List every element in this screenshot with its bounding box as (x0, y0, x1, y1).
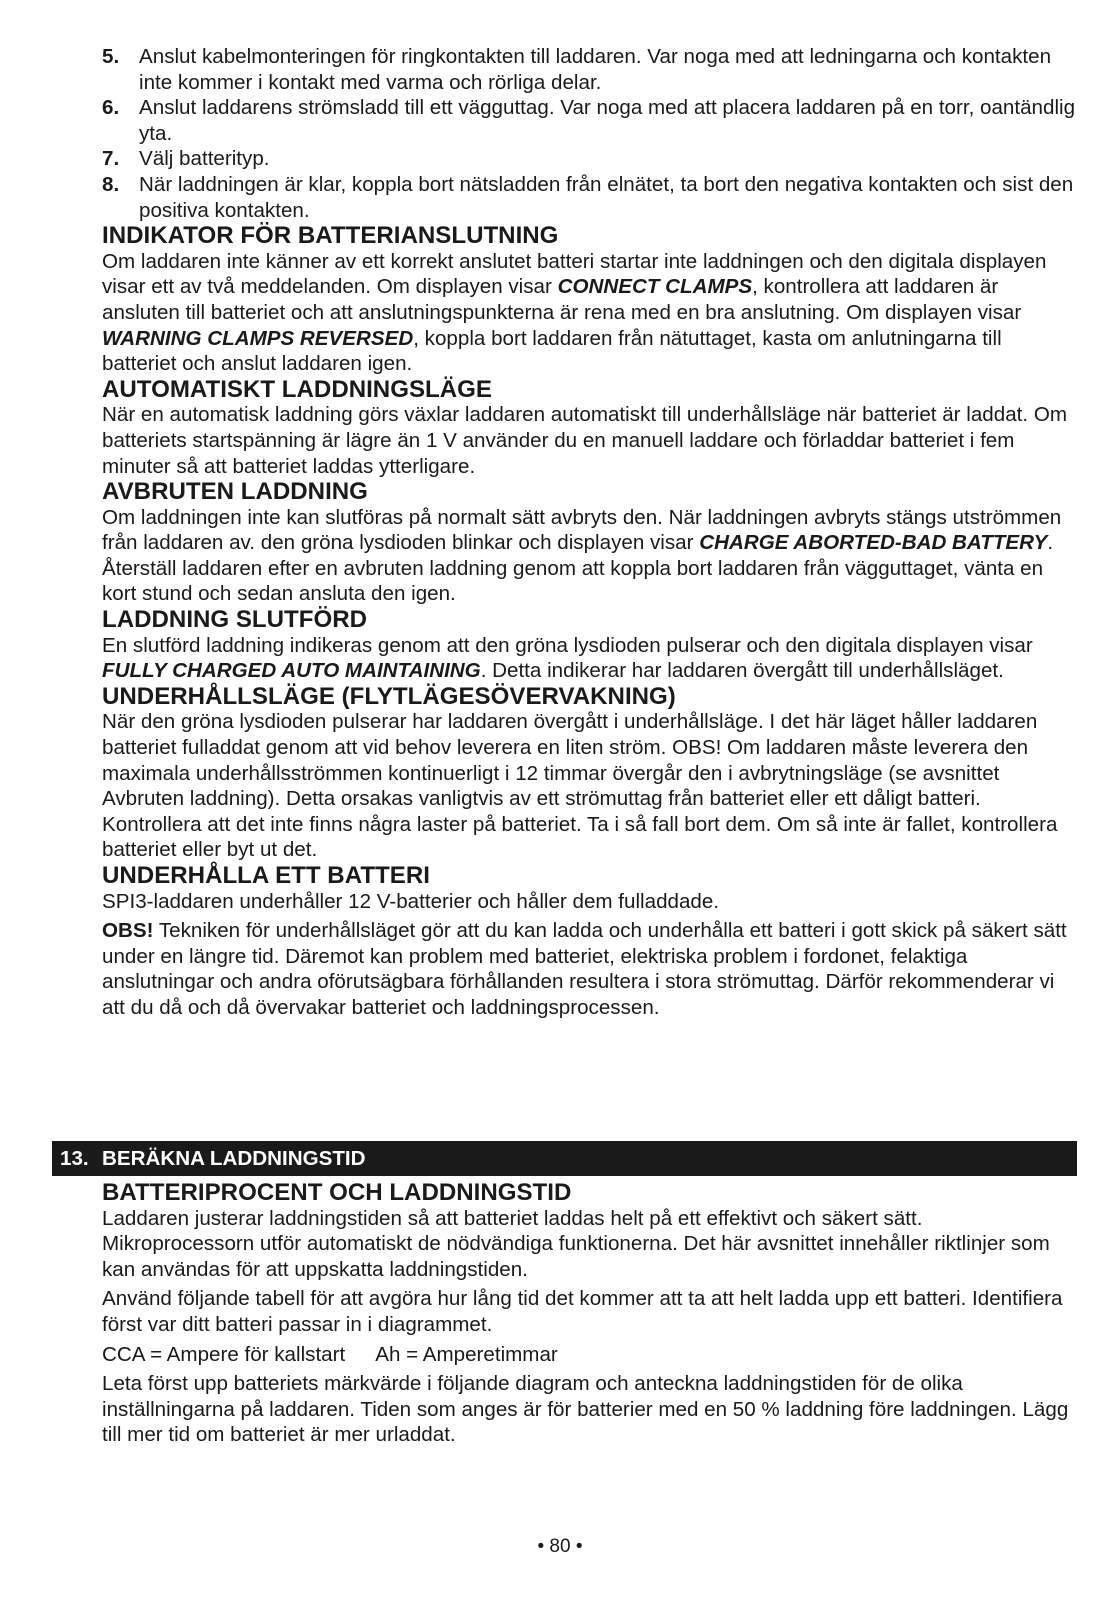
batteriprocent-paragraph-2: Använd följande tabell för att avgöra hur lång tid det kommer att ta att helt ladda upp ett batteri. Identifiera först var ditt batteri passar in i diagrammet. (102, 1287, 1063, 1336)
step-number: 8. (102, 172, 120, 196)
automatiskt-paragraph: När en automatisk laddning görs växlar laddaren automatiskt till underhållsläge när batteriet är laddat. Om batteriets startspänning är lägre än 1 V använder du en manuell laddare och förladdar batteriet i fem minuter så att batteriet laddas ytterligare. (102, 403, 1067, 478)
indikator-text-2: , kontrollera att laddaren är ansluten till batteriet och att anslutningspunkterna är rena med en bra anslutning. Om displayen visar (102, 275, 1022, 324)
display-message-connect-clamps: CONNECT CLAMPS (557, 275, 753, 299)
slutford-text-2: . Detta indikerar har laddaren övergått till underhållsläget. (480, 659, 1004, 683)
avbruten-text-1: Om laddningen inte kan slutföras på normalt sätt avbryts den. När laddningen avbryts stängs utströmmen från laddaren av. den gröna lysdioden blinkar och displayen visar (102, 505, 1062, 555)
avbruten-heading: AVBRUTEN LADDNING (102, 478, 368, 506)
avbruten-paragraph (102, 505, 1077, 607)
avbruten-text-2: . Återställ laddaren efter en avbruten laddning genom att koppla bort laddaren från vägguttaget, vänta en kort stund och sedan ansluta den igen. (102, 531, 1054, 606)
obs-label: OBS! (102, 919, 154, 943)
slutford-heading: LADDNING SLUTFÖRD (102, 606, 368, 634)
indikator-text-1: Om laddaren inte känner av ett korrekt anslutet batteri startar inte laddningen och den digitala displayen visar ett av två meddelanden. Om displayen visar (102, 249, 1047, 299)
obs-paragraph (102, 918, 1077, 1020)
abbreviation-legend (102, 1342, 1077, 1368)
step-number: 7. (102, 147, 120, 171)
section-title: BERÄKNA LADDNINGSTID (102, 1147, 366, 1170)
underhallslage-paragraph: När den gröna lysdioden pulserar har laddaren övergått i underhållsläge. I det här läget håller laddaren batteriet fulladdat genom att vid behov leverera en liten ström. OBS! Om laddaren måste leverera den maximala underhållsströmmen kontinuerligt i 12 timmar övergår den i avbrytningsläge (se avsnittet Avbruten laddning). Detta orsakas vanligtvis av ett strömuttag från batteriet eller ett dåligt batteri. Kontrollera att det inte finns några laster på batteriet. Ta i så fall bort dem. Om så inte är fallet, kontrollera batteriet eller byt ut det. (102, 710, 1058, 862)
obs-text: Tekniken för underhållsläget gör att du kan ladda och underhålla ett batteri i gott skick på säkert sätt under en längre tid. Däremot kan problem med batteriet, elektriska problem i fordonet, felaktiga anslutningar och andra oförutsägbara förhållanden resultera i stora strömuttag. Därför rekommenderar vi att du då och då övervakar batteriet och laddningsprocessen. (102, 919, 1067, 1019)
step-item (102, 95, 1077, 146)
batteriprocent-paragraph-3: Leta först upp batteriets märkvärde i följande diagram och anteckna laddningstiden för de olika inställningarna på laddaren. Tiden som anges är för batterier med en 50 % laddning före laddningen. Lägg till mer tid om batteriet är mer urladdat. (102, 1372, 1069, 1447)
step-number: 6. (102, 96, 120, 120)
page-number: • 80 • (537, 1536, 583, 1557)
step-text: Anslut kabelmonteringen för ringkontakten till laddaren. Var noga med att ledningarna och kontakten inte kommer i kontakt med varma och rörliga delar. (139, 45, 1052, 94)
ah-definition: Ah = Amperetimmar (375, 1342, 558, 1366)
batteriprocent-heading: BATTERIPROCENT OCH LADDNINGSTID (102, 1179, 572, 1206)
underhalla-paragraph: SPI3-laddaren underhåller 12 V-batterier och håller dem fulladdade. (102, 889, 720, 913)
display-message-charge-aborted: CHARGE ABORTED-BAD BATTERY (699, 531, 1048, 555)
step-list (102, 44, 1077, 223)
indikator-heading: INDIKATOR FÖR BATTERIANSLUTNING (102, 222, 559, 250)
slutford-paragraph (102, 633, 1077, 684)
section-13-header (52, 1141, 1077, 1176)
step-item (102, 146, 1077, 172)
step-item (102, 44, 1077, 95)
section-number: 13. (60, 1147, 89, 1170)
indikator-text-3: , koppla bort laddaren från nätuttaget, kasta om anlutningarna till batteriet och anslut laddaren igen. (102, 326, 1002, 376)
step-number: 5. (102, 45, 120, 68)
display-message-fully-charged: FULLY CHARGED AUTO MAINTAINING (102, 659, 481, 683)
step-text: När laddningen är klar, koppla bort nätsladden från elnätet, ta bort den negativa kontakten och sist den positiva kontakten. (139, 172, 1074, 222)
indikator-paragraph (102, 249, 1077, 377)
step-text: Anslut laddarens strömsladd till ett vägguttag. Var noga med att placera laddaren på en torr, oantändlig yta. (139, 96, 1076, 145)
underhallslage-heading: UNDERHÅLLSLÄGE (FLYTLÄGESÖVERVAKNING) (102, 682, 676, 710)
batteriprocent-paragraph-1: Laddaren justerar laddningstiden så att batteriet laddas helt på ett effektivt och säkert sätt. Mikroprocessorn utför automatiskt de nödvändiga funktionerna. Det här avsnittet innehåller riktlinjer som kan användas för att uppskatta laddningstiden. (102, 1206, 1050, 1281)
cca-definition: CCA = Ampere för kallstart (102, 1342, 346, 1366)
automatiskt-heading: AUTOMATISKT LADDNINGSLÄGE (102, 375, 492, 403)
display-message-clamps-reversed: WARNING CLAMPS REVERSED (102, 326, 414, 350)
underhalla-heading: UNDERHÅLLA ETT BATTERI (102, 862, 430, 889)
page-body-bottom (102, 1180, 1077, 1448)
step-item (102, 172, 1077, 223)
step-text: Välj batterityp. (139, 147, 270, 171)
page-body-top (102, 44, 1077, 1021)
slutford-text-1: En slutförd laddning indikeras genom att den gröna lysdioden pulserar och den digitala displayen visar (102, 633, 1033, 657)
